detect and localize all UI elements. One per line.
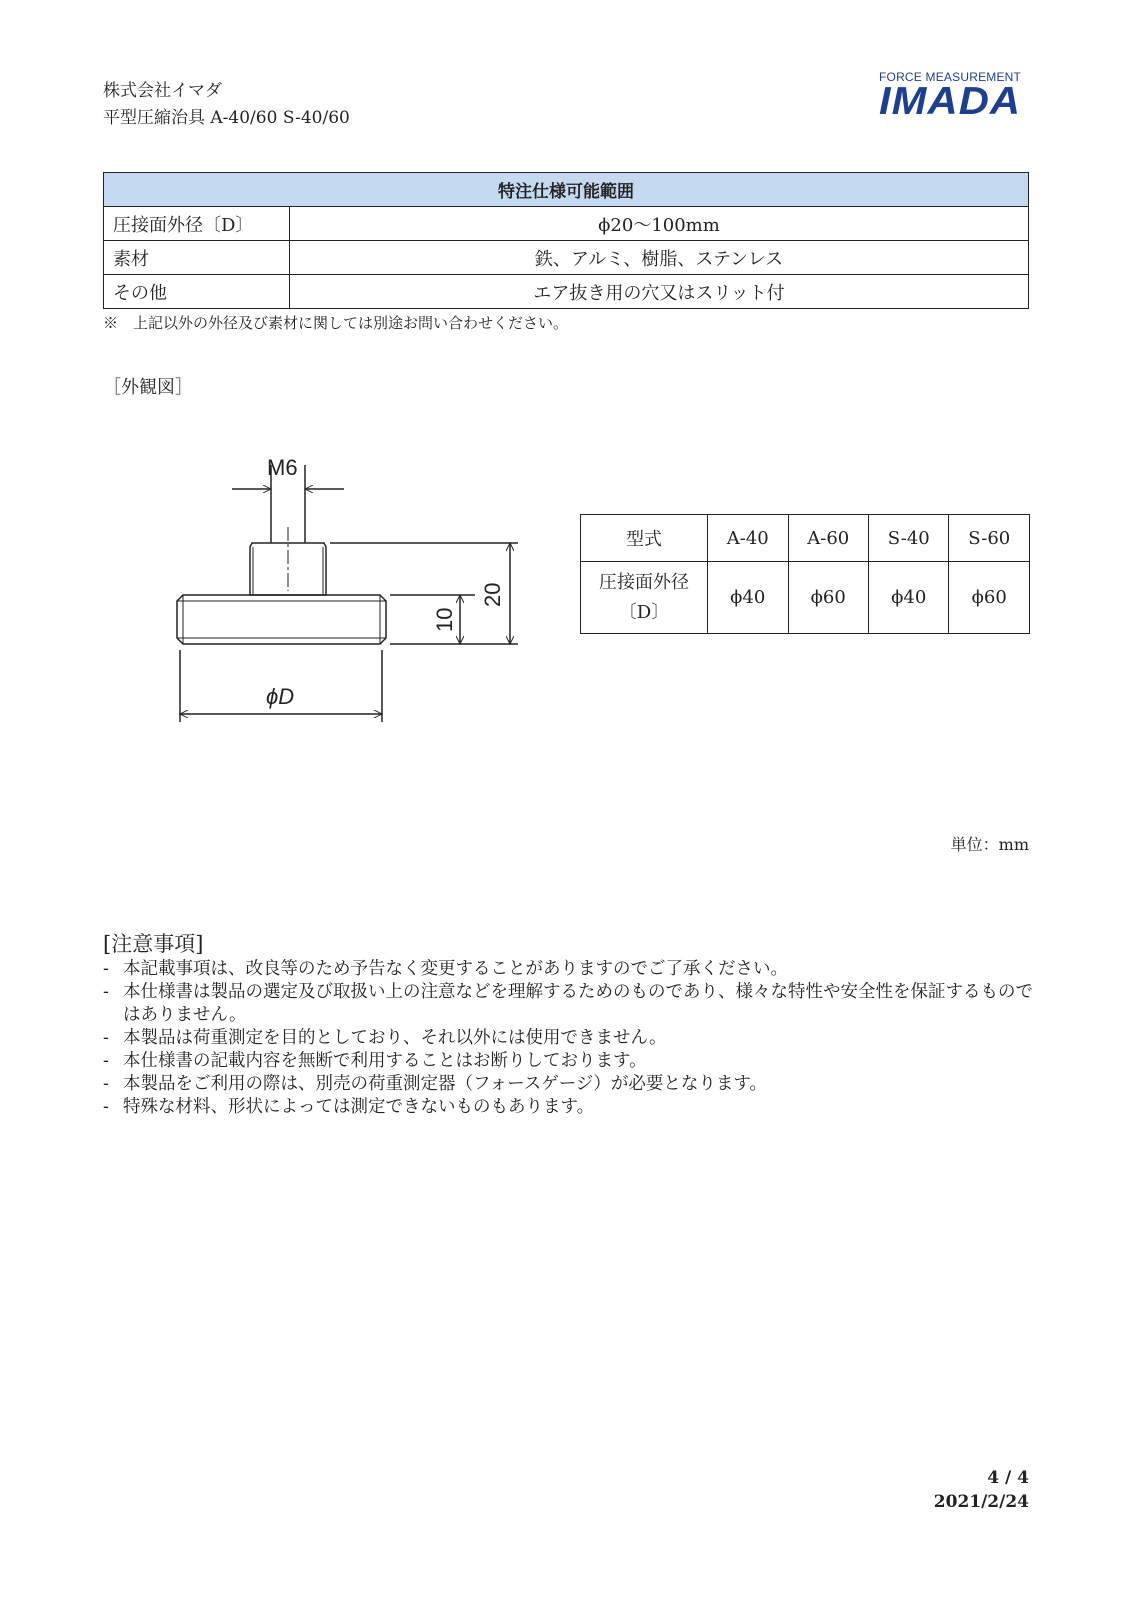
thread-label: M6 — [267, 455, 298, 480]
diameter-header — [581, 562, 708, 634]
model-cell: A-40 — [708, 515, 789, 562]
model-cell: S-40 — [869, 515, 949, 562]
diameter-header-line1: 圧接面外径 — [599, 571, 689, 593]
diameter-label: ϕD — [266, 684, 295, 709]
model-table — [580, 514, 1030, 634]
table-row — [581, 515, 1030, 562]
diameter-cell: ϕ60 — [788, 562, 869, 634]
list-item: - 本製品は荷重測定を目的としており、それ以外には使用できません。 — [103, 1028, 667, 1048]
spec-table-title: 特注仕様可能範囲 — [104, 173, 1029, 207]
drawing-section-title: ［外観図］ — [103, 377, 193, 398]
unit-label: 単位：mm — [950, 835, 1029, 854]
table-row — [104, 241, 1029, 275]
spec-table — [103, 172, 1029, 309]
caution-text: 特殊な材料、形状によっては測定できないものもあります。 — [123, 1097, 595, 1117]
cautions-title: [注意事項] — [103, 932, 204, 956]
caution-text: 本記載事項は、改良等のため予告なく変更することがありますのでご了承ください。 — [123, 959, 788, 979]
spec-value: エア抜き用の穴又はスリット付 — [290, 275, 1029, 309]
list-item: - 本製品をご利用の際は、別売の荷重測定器（フォースゲージ）が必要となります。 — [103, 1074, 767, 1094]
diameter-header-line2: 〔D〕 — [618, 601, 670, 623]
spec-value: ϕ20〜100mm — [290, 207, 1029, 241]
height-total-label: 20 — [480, 582, 505, 607]
spec-note: ※ 上記以外の外径及び素材に関しては別途お問い合わせください。 — [103, 314, 569, 332]
table-row — [104, 275, 1029, 309]
imada-logo — [879, 70, 1029, 126]
page-number: 4 / 4 — [987, 1468, 1029, 1488]
spec-label: 素材 — [104, 241, 290, 275]
diameter-cell: ϕ60 — [949, 562, 1030, 634]
model-cell: A-60 — [788, 515, 869, 562]
page-footer — [934, 1466, 1029, 1514]
table-row — [581, 562, 1030, 634]
spec-label: その他 — [104, 275, 290, 309]
model-cell: S-60 — [949, 515, 1030, 562]
diameter-cell: ϕ40 — [869, 562, 949, 634]
diameter-cell: ϕ40 — [708, 562, 789, 634]
product-name: 平型圧縮治具 A-40/60 S-40/60 — [103, 108, 350, 128]
cautions-list — [103, 958, 1033, 1119]
logo-tagline: FORCE MEASUREMENT — [879, 70, 1022, 84]
caution-text: 本製品は荷重測定を目的としており、それ以外には使用できません。 — [123, 1028, 667, 1048]
table-row — [104, 207, 1029, 241]
list-item: - 本仕様書は製品の選定及び取扱い上の注意などを理解するためのものであり、様々な特性や安全性を保証するものではありません。 — [103, 982, 1033, 1025]
model-label: 型式 — [581, 515, 708, 562]
list-item: - 本記載事項は、改良等のため予告なく変更することがありますのでご了承ください。 — [103, 959, 788, 979]
document-date: 2021/2/24 — [933, 1492, 1029, 1512]
company-name: 株式会社イマダ — [103, 81, 222, 101]
spec-label: 圧接面外径〔D〕 — [104, 207, 290, 241]
caution-text: 本製品をご利用の際は、別売の荷重測定器（フォースゲージ）が必要となります。 — [123, 1074, 767, 1094]
height-base-label: 10 — [432, 607, 457, 632]
outline-drawing — [170, 455, 550, 755]
list-item: - 特殊な材料、形状によっては測定できないものもあります。 — [103, 1097, 595, 1117]
spec-value: 鉄、アルミ、樹脂、ステンレス — [290, 241, 1029, 275]
logo-brand: IMADA — [879, 80, 1022, 123]
caution-text: 本仕様書は製品の選定及び取扱い上の注意などを理解するためのものであり、様々な特性や安全性を保証するものではありません。 — [123, 982, 1033, 1025]
list-item: - 本仕様書の記載内容を無断で利用することはお断りしております。 — [103, 1051, 647, 1071]
caution-text: 本仕様書の記載内容を無断で利用することはお断りしております。 — [123, 1051, 647, 1071]
